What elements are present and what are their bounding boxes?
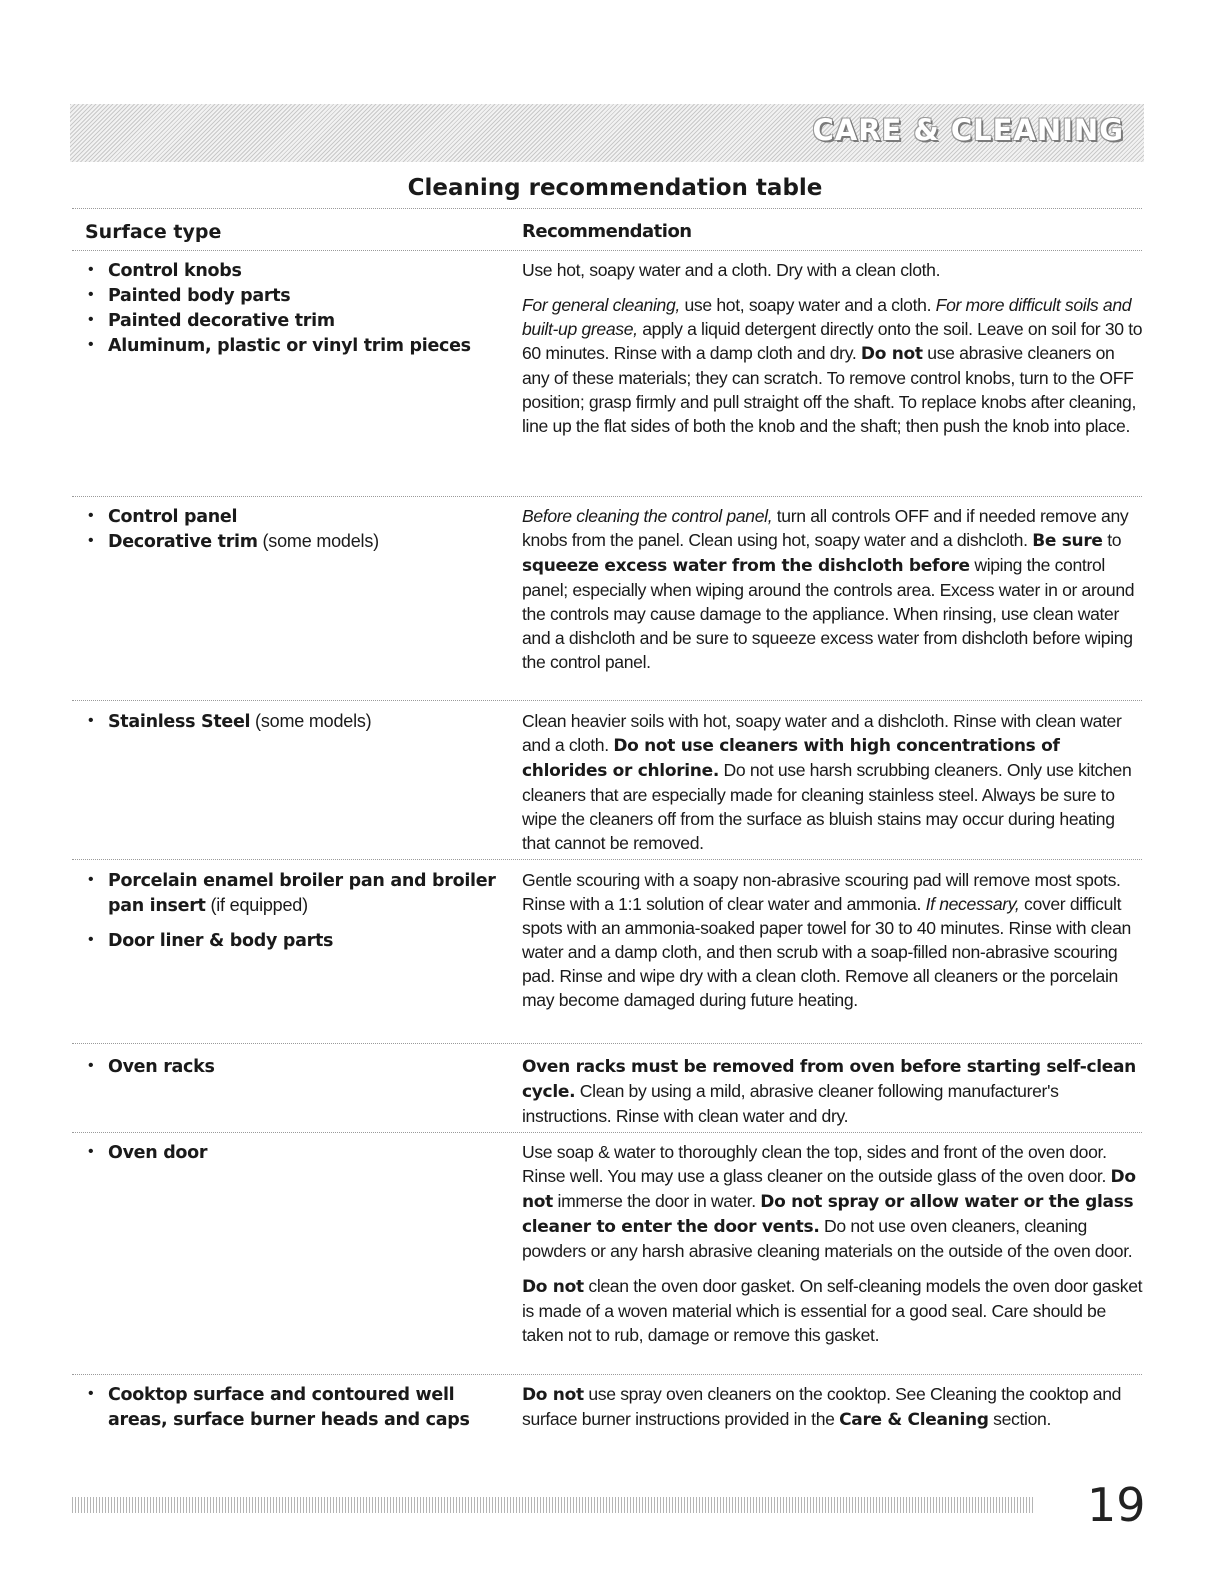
page-number: 19 (1087, 1478, 1146, 1532)
recommendation-text (522, 868, 1144, 1023)
divider (72, 1374, 1142, 1375)
list-item: • Porcelain enamel broiler pan and broiler pan insert (if equipped) (88, 871, 496, 916)
paragraph: Use soap & water to thoroughly clean the top, sides and front of the oven door. Rinse well. You may use a glass cleaner on the outside glass of the oven door. Do not immerse the door in water. Do not spray or allow water or the glass cleaner to enter the door vents. Do not use oven cleaners, cleaning powders or any harsh abrasive cleaning materials on the outside of the oven door. (522, 1142, 1136, 1261)
paragraph: Oven racks must be removed from oven before starting self-clean cycle. Clean by using a mild, abrasive cleaner following manufacturer's instructions. Rinse with clean water and dry. (522, 1057, 1136, 1126)
divider (72, 1043, 1142, 1044)
list-item: • Decorative trim (some models) (88, 531, 379, 552)
recommendation-text (522, 1140, 1144, 1358)
surface-list (86, 504, 506, 554)
surface-list (86, 868, 506, 953)
recommendation-text (522, 258, 1144, 449)
list-item: • Control knobs (88, 261, 242, 281)
paragraph: Use hot, soapy water and a cloth. Dry with a clean cloth. (522, 260, 941, 280)
paragraph: Do not use spray oven cleaners on the cooktop. See Cleaning the cooktop and surface burner instructions provided in the Care & Cleaning section. (522, 1384, 1122, 1430)
divider (72, 700, 1142, 701)
recommendation-text (522, 709, 1144, 866)
section-title: CARE & CLEANING (812, 113, 1124, 147)
divider (72, 1132, 1142, 1133)
list-item: • Oven door (88, 1143, 208, 1163)
list-item: • Cooktop surface and contoured well areas, surface burner heads and caps (88, 1385, 470, 1430)
footer-bar (72, 1497, 1035, 1513)
recommendation-text (522, 1054, 1144, 1139)
surface-list (86, 1140, 506, 1165)
divider (72, 250, 1142, 251)
recommendation-text (522, 504, 1144, 685)
recommendation-text (522, 1382, 1144, 1443)
list-item: • Painted body parts (88, 286, 291, 306)
list-item: • Aluminum, plastic or vinyl trim pieces (88, 336, 471, 356)
list-item: • Door liner & body parts (88, 931, 334, 951)
section-banner (70, 104, 1144, 162)
divider (72, 496, 1142, 497)
divider (72, 208, 1142, 209)
list-item: • Painted decorative trim (88, 311, 335, 331)
paragraph: Gentle scouring with a soapy non-abrasive scouring pad will remove most spots. Rinse with a 1:1 solution of clear water and ammonia. If necessary, cover difficult spots with an ammonia-soaked paper towel for 30 to 40 minutes. Rinse with clean water and a damp cloth, and then scrub with a soap-filled non-abrasive scouring pad. Rinse and wipe dry with a clean cloth. Remove all cleaners or the porcelain may become damaged during future heating. (522, 870, 1131, 1010)
paragraph: For general cleaning, use hot, soapy water and a cloth. For more difficult soils and built-up grease, apply a liquid detergent directly onto the soil. Leave on soil for 30 to 60 minutes. Rinse with a damp cloth and dry. Do not use abrasive cleaners on any of these materials; they can scratch. To remove control knobs, turn to the OFF position; grasp firmly and pull straight off the shaft. To replace knobs after cleaning, line up the flat sides of both the knob and the shaft; then push the knob into place. (522, 295, 1143, 436)
surface-list (86, 1382, 506, 1432)
surface-list (86, 709, 506, 734)
column-header-surface: Surface type (85, 221, 222, 243)
paragraph: Before cleaning the control panel, turn all controls OFF and if needed remove any knobs from the panel. Clean using hot, soapy water and a dishcloth. Be sure to squeeze excess water from the dishcloth before wiping the control panel; especially when wiping around the controls area. Excess water in or around the controls may cause damage to the appliance. When rinsing, use clean water and a dishcloth and be sure to squeeze excess water from dishcloth before wiping the control panel. (522, 506, 1135, 672)
list-item: • Stainless Steel (some models) (88, 711, 372, 732)
list-item: • Control panel (88, 507, 238, 527)
surface-list (86, 1054, 506, 1079)
paragraph: Do not clean the oven door gasket. On self-cleaning models the oven door gasket is made of a woven material which is essential for a good seal. Care should be taken not to rub, damage or remove this gasket. (522, 1276, 1143, 1345)
list-item: • Oven racks (88, 1057, 215, 1077)
column-header-recommendation: Recommendation (522, 221, 692, 242)
divider (72, 859, 1142, 860)
table-title: Cleaning recommendation table (407, 175, 823, 201)
paragraph: Clean heavier soils with hot, soapy water and a dishcloth. Rinse with clean water and a cloth. Do not use cleaners with high concentrations of chlorides or chlorine. Do not use harsh scrubbing cleaners. Only use kitchen cleaners that are especially made for cleaning stainless steel. Always be sure to wipe the cleaners off from the surface as bluish stains may occur during heating that cannot be removed. (522, 711, 1132, 853)
surface-list (86, 258, 506, 358)
